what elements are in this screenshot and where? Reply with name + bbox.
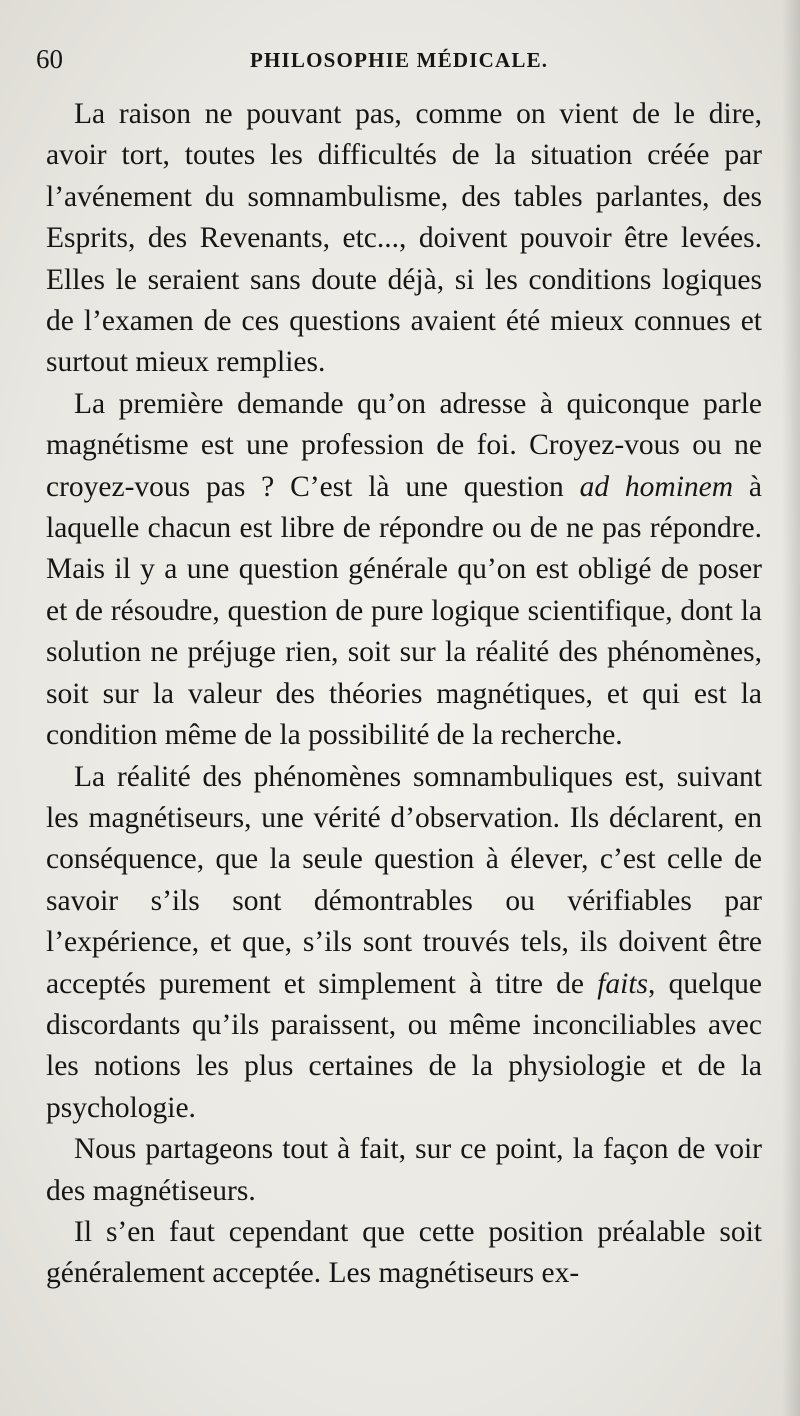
body-text <box>46 94 762 1295</box>
paragraph-text: à laquelle chacun est libre de répondre ou de ne pas répondre. Mais il y a une question générale qu’on est obligé de poser et de résoudre, question de pure logique scientifique, dont la solution ne préjuge rien, soit sur la réalité des phénomènes, soit sur la valeur des théories magnétiques, et qui est la condition même de la possibilité de la recherche. <box>46 470 763 752</box>
italic-phrase: faits <box>597 967 649 1000</box>
paragraph-text: La réalité des phénomènes somnambuliques est, suivant les magnétiseurs, une vérité d’observation. Ils déclarent, en conséquence, que la seule question à élever, c’est celle de savoir s’ils sont démontrables ou vérifiables par l’expérience, et que, s’ils sont trouvés tels, ils doivent être acceptés purement et simplement à titre de <box>46 760 762 1000</box>
page-header <box>36 44 756 78</box>
paragraph <box>46 1212 762 1295</box>
paragraph <box>46 94 762 384</box>
paragraph-text: Nous partageons tout à fait, sur ce point, la façon de voir des magnétiseurs. <box>46 1133 762 1207</box>
paragraph-text: La première demande qu’on adresse à quiconque parle magnétisme est une profession de foi. Croyez-vous ou ne croyez-vous pas ? C’est là une question <box>46 387 762 503</box>
paragraph-text: , quelque discordants qu’ils paraissent, ou même inconciliables avec les notions les plus certaines de la physiologie et de la psychologie. <box>46 967 762 1124</box>
paragraph-text: La raison ne pouvant pas, comme on vient de le dire, avoir tort, toutes les difficultés de la situation créée par l’avénement du somnambulisme, des tables parlantes, des Esprits, des Revenants, etc..., doivent pouvoir être levées. Elles le seraient sans doute déjà, si les conditions logiques de l’examen de ces questions avaient été mieux connues et surtout mieux remplies. <box>46 98 762 379</box>
paragraph-text: Il s’en faut cependant que cette position préalable soit généralement acceptée. Les magnétiseurs ex- <box>46 1215 762 1290</box>
paragraph <box>46 1129 762 1212</box>
page-edge-shadow <box>782 0 800 1416</box>
paragraph <box>46 757 762 1130</box>
page-number: 60 <box>36 44 63 74</box>
paragraph <box>46 384 762 757</box>
running-title: PHILOSOPHIE MÉDICALE. <box>250 48 549 72</box>
italic-phrase: ad hominem <box>579 470 734 503</box>
